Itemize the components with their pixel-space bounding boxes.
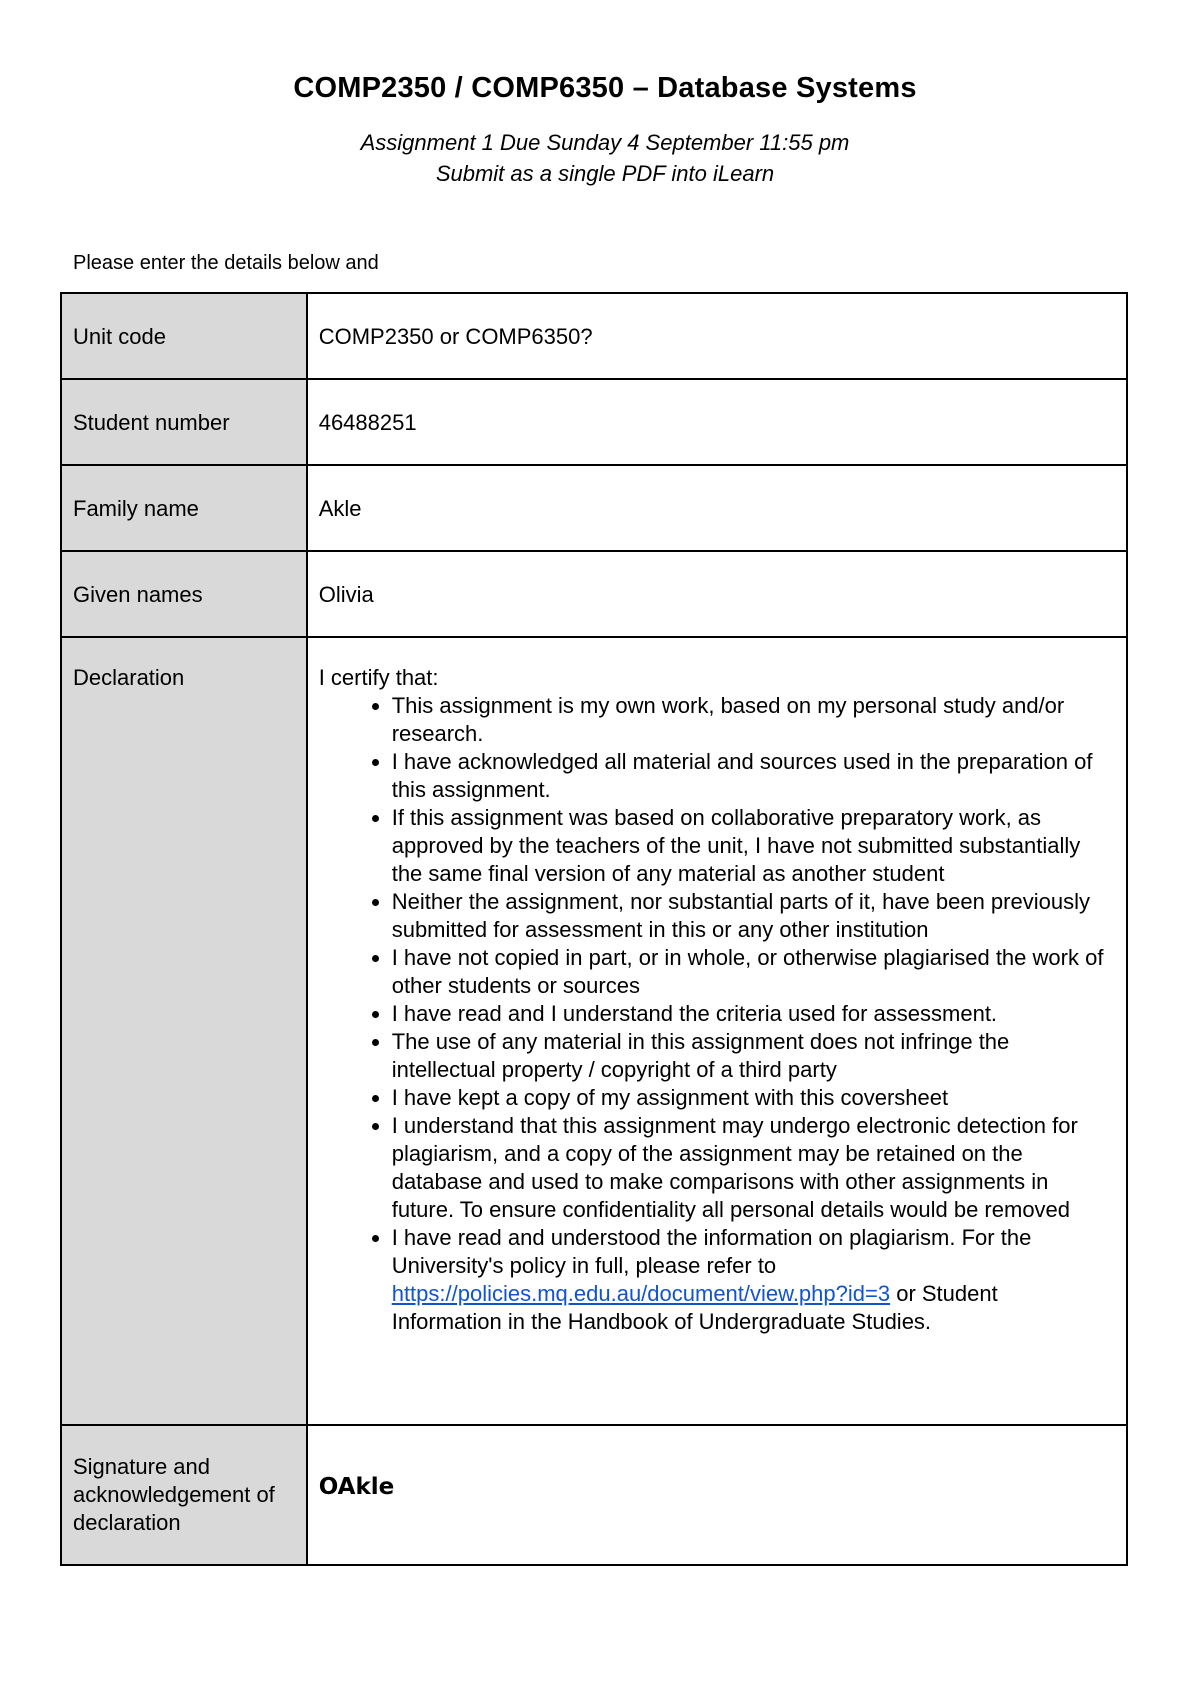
table-row [61,293,1127,379]
submission-instructions: Submit as a single PDF into iLearn [435,161,775,186]
signature-label: Signature and acknowledgement of declaration [73,1454,275,1535]
policy-text-after: or Student Information in the Handbook of Undergraduate Studies. [391,1281,998,1334]
given-names-value: Olivia [318,582,374,607]
list-item: • If this assignment was based on collaborative preparatory work, as approved by the teachers of the unit, I have not submitted substantially the same final version of any material as another student [392,804,1115,888]
table-row [61,637,1127,1425]
declaration-label: Declaration [73,665,185,690]
family-name-label: Family name [73,496,199,521]
family-name-value: Akle [318,496,362,521]
given-names-label: Given names [73,582,203,607]
table-row [61,551,1127,637]
policy-text: I have read and understood the information on plagiarism. For the University's policy in full, please refer to [391,1225,1032,1278]
unit-code-label: Unit code [73,324,166,349]
list-item: • The use of any material in this assignment does not infringe the intellectual property / copyright of a third party [392,1028,1115,1084]
declaration-content [308,638,1126,1336]
page-title: COMP2350 / COMP6350 – Database Systems [293,72,917,104]
table-row [61,1425,1127,1565]
intro-text: Please enter the details below and [73,252,379,274]
list-item: • I have kept a copy of my assignment with this coversheet [392,1084,1115,1112]
unit-code-value: COMP2350 or COMP6350? [318,324,593,349]
table-row [61,379,1127,465]
signature-value: OAkle [318,1474,395,1500]
table-row [61,465,1127,551]
student-number-label: Student number [73,410,230,435]
cover-sheet-table [60,292,1128,1566]
list-item: • I understand that this assignment may undergo electronic detection for plagiarism, and a copy of the assignment may be retained on the database and used to make comparisons with other assignments in future. To ensure confidentiality all personal details would be removed [392,1112,1115,1224]
declaration-lead: I certify that: [318,665,439,690]
list-item: • I have acknowledged all material and sources used in the preparation of this assignment. [392,748,1115,804]
list-item: • Neither the assignment, nor substantial parts of it, have been previously submitted for assessment in this or any other institution [392,888,1115,944]
list-item: • This assignment is my own work, based on my personal study and/or research. [392,692,1115,748]
declaration-list [319,692,1115,1336]
list-item: • I have not copied in part, or in whole, or otherwise plagiarised the work of other students or sources [392,944,1115,1000]
list-item [392,1224,1115,1336]
policy-link[interactable]: https://policies.mq.edu.au/document/view.php?id=3 [391,1281,891,1306]
student-number-value: 46488251 [318,410,417,435]
due-date-line: Assignment 1 Due Sunday 4 September 11:55 pm [360,130,850,155]
list-item: • I have read and I understand the criteria used for assessment. [392,1000,1115,1028]
